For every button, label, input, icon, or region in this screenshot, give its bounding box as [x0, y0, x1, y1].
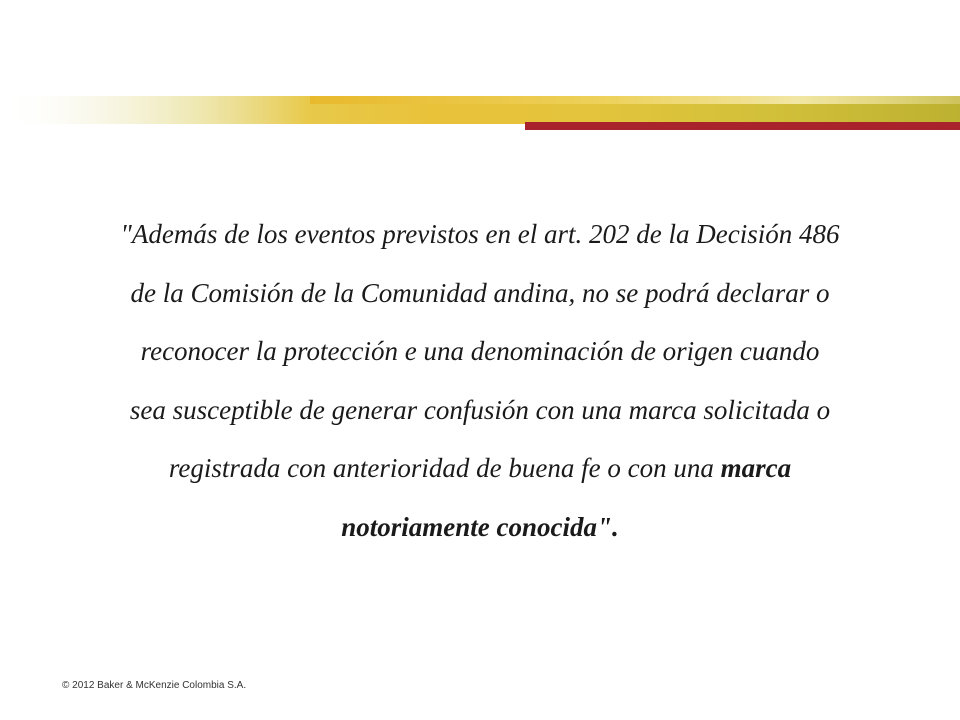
decorative-red-bar: [525, 122, 960, 130]
gold-bar-highlight: [310, 96, 960, 104]
quote-text: Además de los eventos previstos en el art. 202 de la Decisión 486 de la Comisión de la Comunidad andina, no se podrá declarar o reconocer la protección e una denominación de origen cuando sea susceptible de generar confusión con una marca solicitada o registrada con anterioridad de buena fe o con una: [129, 219, 840, 483]
copyright-footer: © 2012 Baker & McKenzie Colombia S.A.: [62, 680, 247, 691]
quote-close-mark: ".: [597, 511, 619, 542]
quote-bold-text: marca notoriamente conocida: [341, 453, 792, 542]
decorative-gold-bar: [0, 96, 960, 124]
legal-quote: [120, 205, 840, 556]
gold-bar-fade: [0, 96, 310, 124]
quote-open-mark: ": [120, 219, 132, 249]
